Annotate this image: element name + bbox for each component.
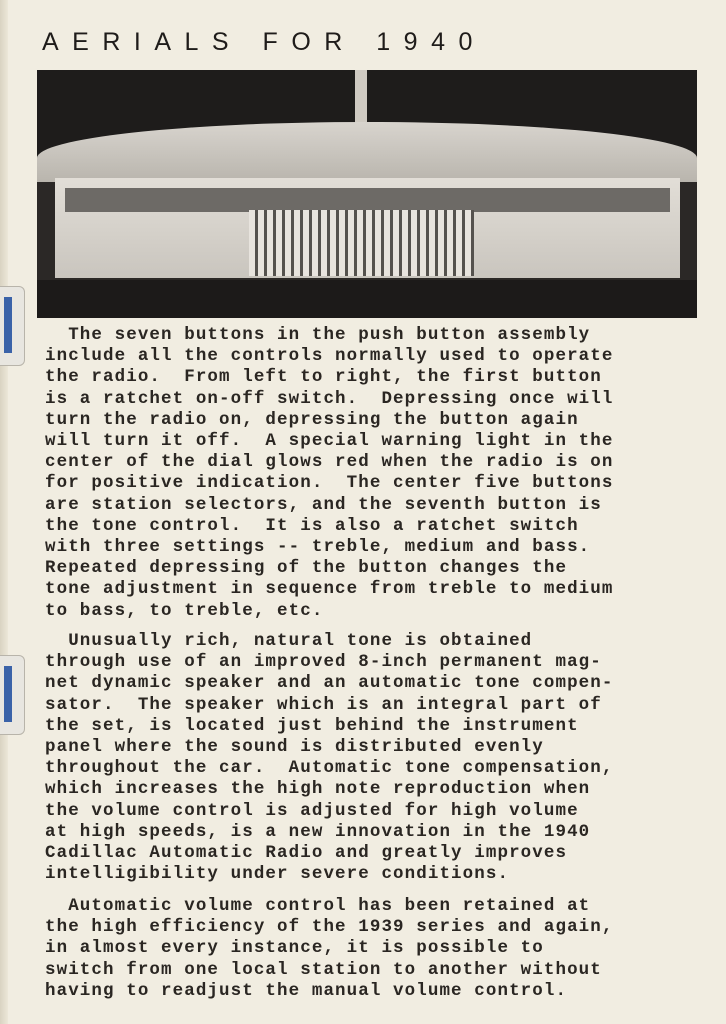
text-line: the set, is located just behind the instrument: [45, 715, 579, 736]
text-line: switch from one local station to another without: [45, 959, 602, 980]
text-line: intelligibility under severe conditions.: [45, 864, 510, 885]
speaker-grille: [249, 210, 474, 276]
text-line: are station selectors, and the seventh button is: [45, 494, 602, 515]
page-title: AERIALS FOR 1940: [42, 28, 486, 56]
text-line: in almost every instance, it is possible to: [45, 938, 544, 959]
text-line: through use of an improved 8-inch permanent mag-: [45, 652, 602, 673]
dashboard-photo: [37, 70, 697, 318]
text-line: net dynamic speaker and an automatic tone compen-: [45, 673, 614, 694]
text-line: will turn it off. A special warning light in the: [45, 431, 614, 452]
paragraph-2: [45, 631, 613, 885]
text-line: the radio. From left to right, the first button: [45, 367, 602, 388]
binding-tab: [0, 286, 25, 366]
floor-shadow: [37, 280, 697, 318]
text-line: to bass, to treble, etc.: [45, 600, 324, 621]
text-line: the volume control is adjusted for high volume: [45, 800, 579, 821]
text-line: Automatic volume control has been retained at: [45, 896, 591, 916]
text-line: center of the dial glows red when the radio is on: [45, 452, 614, 473]
text-line: panel where the sound is distributed evenly: [45, 737, 544, 758]
text-line: Repeated depressing of the button changes the: [45, 558, 568, 579]
text-line: throughout the car. Automatic tone compensation,: [45, 758, 614, 779]
text-line: at high speeds, is a new innovation in the 1940: [45, 821, 591, 842]
radio-dial-strip: [65, 188, 670, 212]
paragraph-1: [45, 325, 613, 622]
binding-tab: [0, 655, 25, 735]
text-line: turn the radio on, depressing the button again: [45, 409, 579, 430]
text-line: include all the controls normally used to operate: [45, 346, 614, 367]
text-line: the high efficiency of the 1939 series and again,: [45, 917, 614, 938]
text-line: is a ratchet on-off switch. Depressing once will: [45, 388, 614, 409]
text-line: sator. The speaker which is an integral part of: [45, 694, 602, 715]
windshield-pillar: [355, 70, 367, 130]
text-line: the tone control. It is also a ratchet switch: [45, 515, 579, 536]
text-line: for positive indication. The center five buttons: [45, 473, 614, 494]
text-line: Unusually rich, natural tone is obtained: [45, 631, 533, 651]
text-line: Cadillac Automatic Radio and greatly improves: [45, 843, 568, 864]
text-line: with three settings -- treble, medium and bass.: [45, 537, 591, 558]
text-line: tone adjustment in sequence from treble to medium: [45, 579, 614, 600]
paragraph-3: [45, 896, 613, 1002]
text-line: which increases the high note reproduction when: [45, 779, 591, 800]
text-line: The seven buttons in the push button assembly: [45, 325, 591, 345]
page-binding-edge: [0, 0, 8, 1024]
text-line: having to readjust the manual volume control.: [45, 980, 568, 1001]
